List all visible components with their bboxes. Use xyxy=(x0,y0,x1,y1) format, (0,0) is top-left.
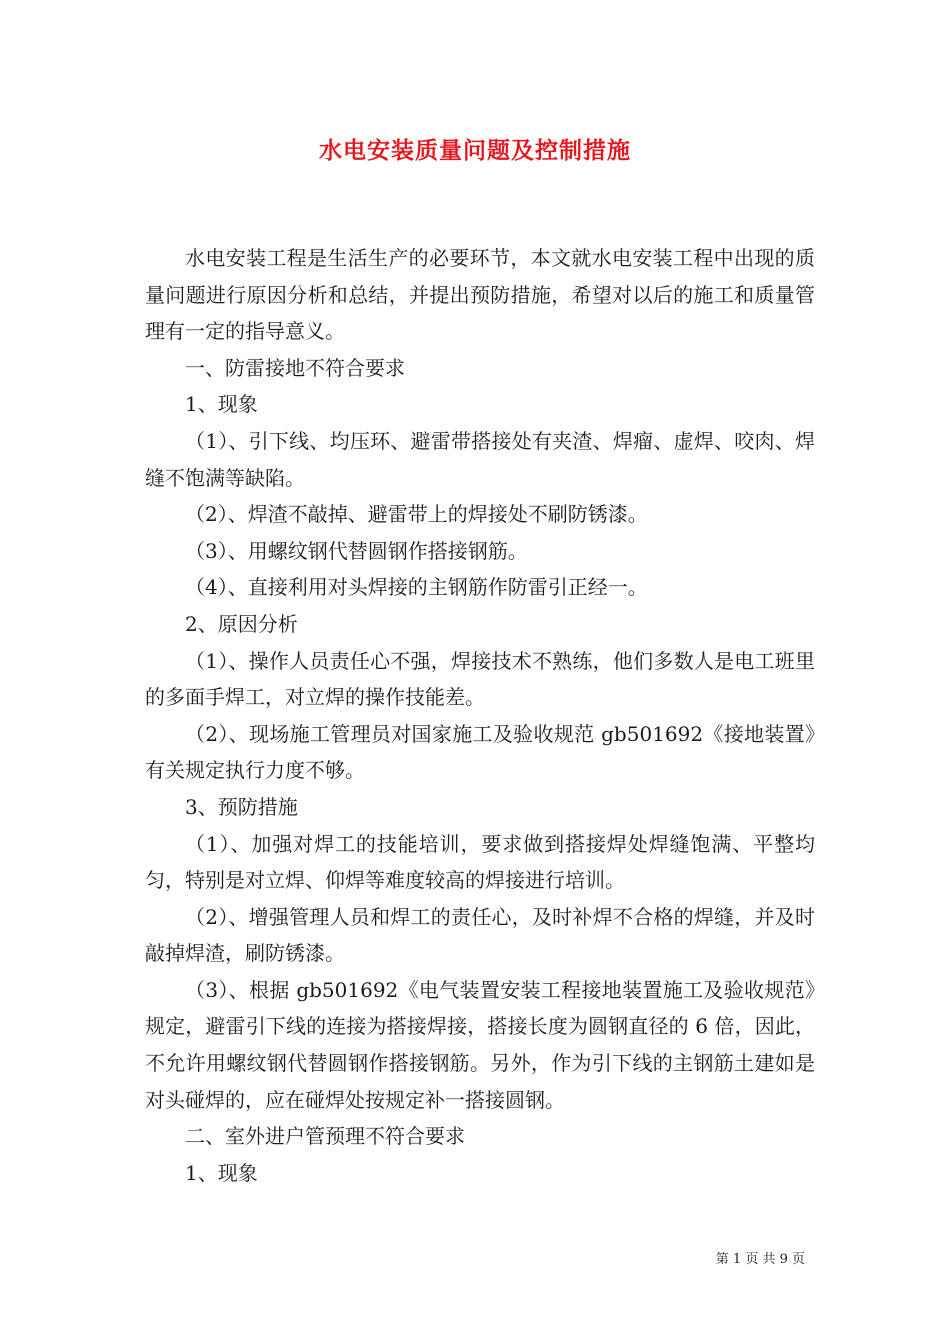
paragraph-item: （2）、现场施工管理员对国家施工及验收规范 gb501692《接地装置》有关规定执行力度不够。 xyxy=(145,721,815,783)
subheading-cause-analysis: 2、原因分析 xyxy=(185,611,298,636)
heading-section-2: 二、室外进户管预理不符合要求 xyxy=(185,1124,465,1149)
paragraph-item: （1）、操作人员责任心不强，焊接技术不熟练，他们多数人是电工班里的多面手焊工，对立焊的操作技能差。 xyxy=(145,648,815,710)
paragraph-item: （1）、加强对焊工的技能培训，要求做到搭接焊处焊缝饱满、平整均匀，特别是对立焊、仰焊等难度较高的焊接进行培训。 xyxy=(145,831,815,893)
paragraph-item: （4）、直接利用对头焊接的主钢筋作防雷引正经一。 xyxy=(185,575,648,600)
subheading-phenomenon: 1、现象 xyxy=(185,392,258,417)
subheading-phenomenon: 1、现象 xyxy=(185,1160,258,1185)
document-title: 水电安装质量问题及控制措施 xyxy=(319,137,631,164)
paragraph-item: （3）、根据 gb501692《电气装置安装工程接地装置施工及验收规范》规定，避雷引下线的连接为搭接焊接，搭接长度为圆钢直径的 6 倍，因此，不允许用螺纹钢代替圆钢作搭接钢筋。另外，作为引下线的主钢筋土建如是对头碰焊的，应在碰焊处按规定补一搭接圆钢。 xyxy=(145,977,815,1112)
paragraph-item: （1）、引下线、均压环、避雷带搭接处有夹渣、焊瘤、虚焊、咬肉、焊缝不饱满等缺陷。 xyxy=(145,428,815,490)
paragraph-item: （3）、用螺纹钢代替圆钢作搭接钢筋。 xyxy=(185,538,528,563)
heading-section-1: 一、防雷接地不符合要求 xyxy=(185,355,405,380)
paragraph-intro: 水电安装工程是生活生产的必要环节，本文就水电安装工程中出现的质量问题进行原因分析和总结，并提出预防措施，希望对以后的施工和质量管理有一定的指导意义。 xyxy=(145,246,815,344)
paragraph-item: （2）、焊渣不敲掉、避雷带上的焊接处不刷防锈漆。 xyxy=(185,502,648,527)
page-number: 第 1 页 共 9 页 xyxy=(715,1252,805,1267)
subheading-prevention: 3、预防措施 xyxy=(185,794,298,819)
document-body xyxy=(145,240,815,1191)
paragraph-item: （2）、增强管理人员和焊工的责任心，及时补焊不合格的焊缝，并及时敲掉焊渣，刷防锈漆。 xyxy=(145,904,815,966)
